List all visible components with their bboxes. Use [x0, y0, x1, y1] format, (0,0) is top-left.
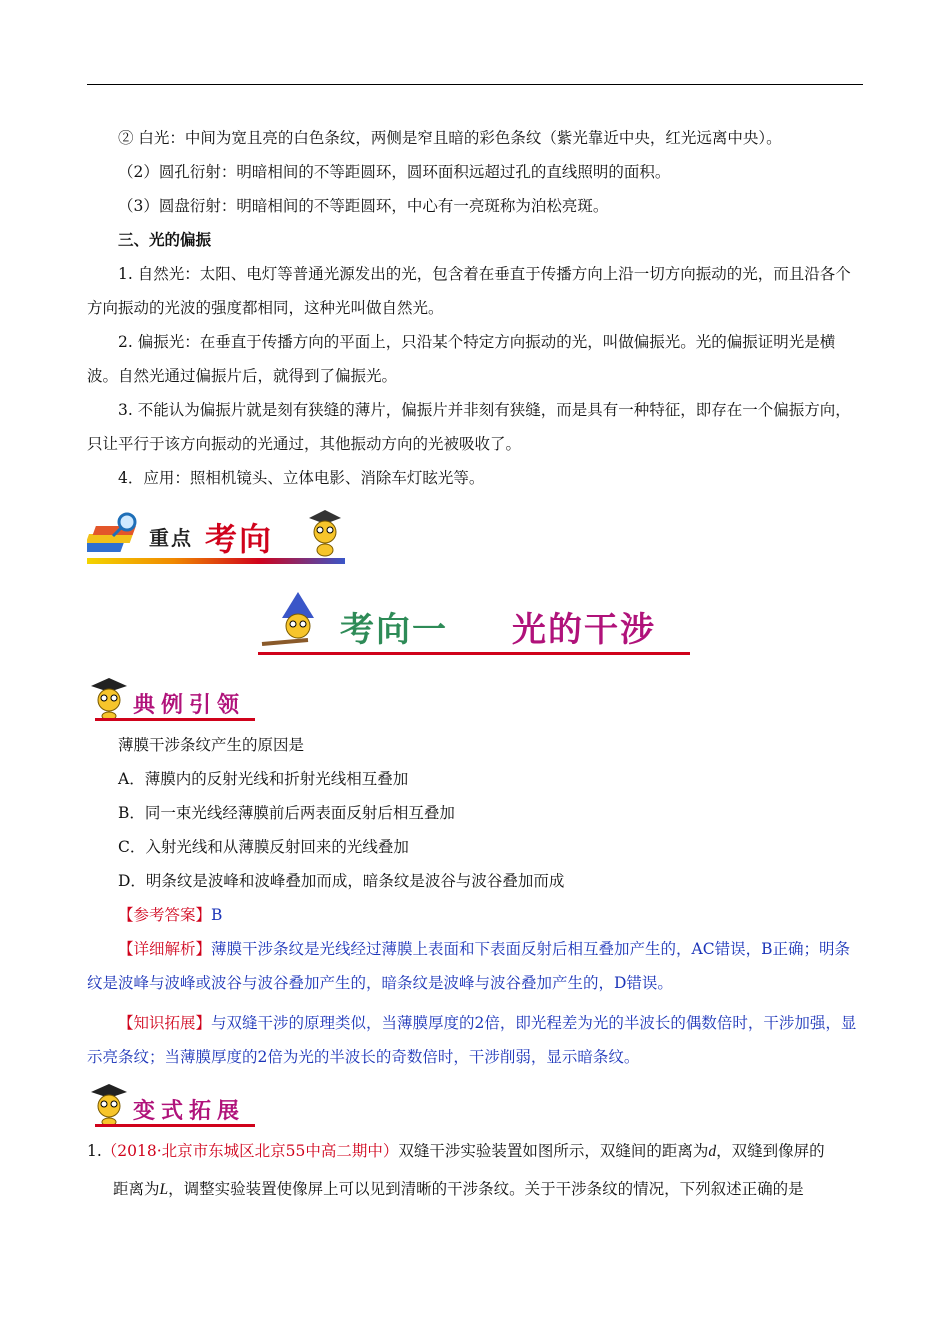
option-b: B．同一束光线经薄膜前后两表面反射后相互叠加: [118, 804, 455, 822]
sec2-line-2: （2）圆孔衍射：明暗相间的不等距圆环，圆环面积远超过孔的直线照明的面积。: [118, 163, 671, 181]
variant-underline: [95, 1124, 255, 1127]
question-stem: 薄膜干涉条纹产生的原因是: [118, 736, 305, 754]
answer-line: [87, 898, 863, 932]
example-underline: [95, 718, 255, 721]
q1-text-c: 距离为: [113, 1180, 160, 1198]
example-banner: [87, 676, 257, 722]
polarization-item-3: 3. 不能认为偏振片就是刻有狭缝的薄片，偏振片并非刻有狭缝，而是具有一种特征，即存在一个偏振方向，只让平行于该方向振动的光通过，其他振动方向的光被吸收了。: [87, 401, 851, 453]
question-1-line-2: [87, 1172, 863, 1207]
q1-text-a: 双缝干涉实验装置如图所示，双缝间的距离为: [398, 1142, 709, 1160]
banner-underline: [87, 558, 345, 564]
key-topics-banner: [87, 508, 347, 568]
q1-text-b: ，双缝到像屏的: [716, 1142, 825, 1160]
topic-title-banner: [258, 590, 690, 660]
analysis-para: [87, 932, 863, 1000]
extension-label: 【知识拓展】: [118, 1014, 212, 1032]
option-a: A．薄膜内的反射光线和折射光线相互叠加: [118, 770, 409, 788]
mascot-icon: [305, 508, 345, 558]
topic-title-a: 考向一: [340, 610, 448, 650]
var-l: L: [159, 1181, 169, 1198]
q1-text-d: ，调整实验装置使像屏上可以见到清晰的干涉条纹。关于干涉条纹的情况，下列叙述正确的是: [168, 1180, 804, 1198]
sec2-line-3: （3）圆盘衍射：明暗相间的不等距圆环，中心有一亮斑称为泊松亮斑。: [118, 197, 609, 215]
q1-source: （2018·北京市东城区北京55中高二期中）: [101, 1142, 399, 1160]
analysis-text: 薄膜干涉条纹是光线经过薄膜上表面和下表面反射后相互叠加产生的，AC错误，B正确；明条纹是波峰与波峰或波谷与波谷叠加产生的，暗条纹是波峰与波谷叠加产生的，D错误。: [87, 940, 850, 992]
book-magnifier-icon: [87, 512, 149, 562]
extension-para: [87, 1006, 863, 1074]
header-rule: [87, 84, 863, 85]
polarization-item-2: 2. 偏振光：在垂直于传播方向的平面上，只沿某个特定方向振动的光，叫做偏振光。光的偏振证明光是横波。自然光通过偏振片后，就得到了偏振光。: [87, 333, 836, 385]
q1-number: 1.: [87, 1142, 102, 1160]
banner-key-a: 重点: [149, 526, 193, 550]
variant-banner-label: 变式拓展: [133, 1098, 246, 1124]
option-c: C．入射光线和从薄膜反射回来的光线叠加: [118, 838, 409, 856]
section-title-polarization: 三、光的偏振: [118, 230, 212, 249]
polarization-item-4: 4．应用：照相机镜头、立体电影、消除车灯眩光等。: [118, 469, 485, 487]
answer-value: B: [211, 906, 223, 924]
answer-label: 【参考答案】: [118, 906, 212, 924]
topic-underline: [258, 652, 690, 655]
variant-banner: [87, 1082, 257, 1128]
analysis-label: 【详细解析】: [118, 940, 212, 958]
banner-key-b: 考向: [205, 520, 274, 558]
grad-mascot-icon-2: [87, 1082, 131, 1126]
polarization-item-1: 1. 自然光：太阳、电灯等普通光源发出的光，包含着在垂直于传播方向上沿一切方向振动的光，而且沿各个方向振动的光波的强度都相同，这种光叫做自然光。: [87, 265, 851, 317]
grad-mascot-icon: [87, 676, 131, 720]
example-banner-label: 典例引领: [133, 692, 246, 718]
var-d: d: [708, 1143, 717, 1160]
wizard-mascot-icon: [258, 590, 328, 654]
option-d: D．明条纹是波峰和波峰叠加而成，暗条纹是波谷与波谷叠加而成: [118, 872, 565, 890]
extension-text: 与双缝干涉的原理类似，当薄膜厚度的2倍，即光程差为光的半波长的偶数倍时，干涉加强，显示亮条纹；当薄膜厚度的2倍为光的半波长的奇数倍时，干涉削弱，显示暗条纹。: [87, 1014, 857, 1066]
question-1-line-1: [87, 1134, 863, 1169]
topic-title-b: 光的干涉: [512, 610, 656, 650]
sec2-line-1: ② 白光：中间为宽且亮的白色条纹，两侧是窄且暗的彩色条纹（紫光靠近中央，红光远离中央）。: [118, 129, 782, 147]
